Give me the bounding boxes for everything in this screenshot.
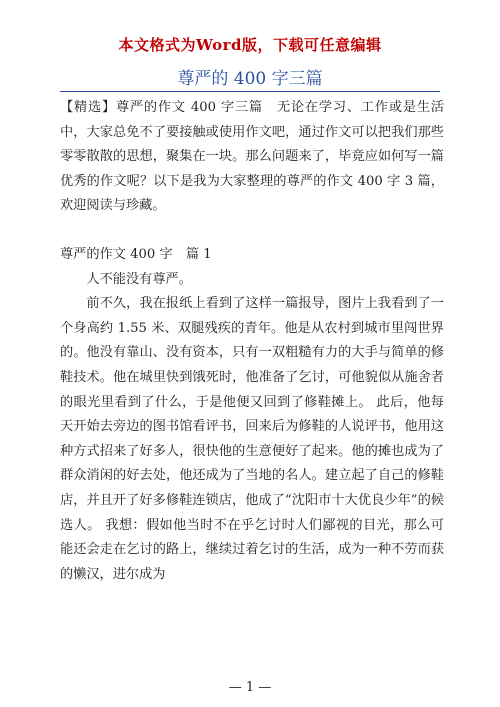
- document-title: 尊严的 400 字三篇: [177, 69, 323, 89]
- page-number: — 1 —: [228, 680, 272, 695]
- document-body: [60, 96, 444, 587]
- intro-paragraph: 【精选】尊严的作文 400 字三篇 无论在学习、工作或是生活中，大家总免不了要接触或使用作文吧，通过作文可以把我们那些零零散散的思想，聚集在一块。那么问题来了，毕竟应如何写一篇优秀的作文呢？以下是我为大家整理的尊严的作文 400 字 3 篇，欢迎阅读与珍藏。: [60, 100, 444, 214]
- body-paragraph: 人不能没有尊严。: [86, 271, 192, 287]
- title-divider: [60, 91, 440, 92]
- section-heading: 尊严的作文 400 字 篇 1: [60, 246, 212, 262]
- download-banner: 本文格式为Word版，下载可任意编辑: [118, 36, 382, 54]
- body-paragraph: 前不久，我在报纸上看到了这样一篇报导，图片上我看到了一个身高约 1.55 米、双腿残疾的青年。他是从农村到城市里闯世界的。他没有靠山、没有资本，只有一双粗糙有力的大手与简单的修鞋技术。他在城里快到饿死时，他准备了乞讨，可他貌似从施舍者的眼光里看到了什么，于是他便又回到了修鞋摊上。 此后，他每天开始去旁边的图书馆看评书，回来后为修鞋的人说评书，他用这种方式招来了好多人，很快他的生意便好了起来。他的摊也成为了群众消闲的好去处，他还成为了当地的名人。建立起了自己的修鞋店，并且开了好多修鞋连锁店，他成了“沈阳市十大优良少年”的候选人。 我想：假如他当时不在乎乞讨时人们鄙视的目光，那么可能还会走在乞讨的路上，继续过着乞讨的生活，成为一种不劳而获的懒汉，进尔成为: [60, 296, 444, 582]
